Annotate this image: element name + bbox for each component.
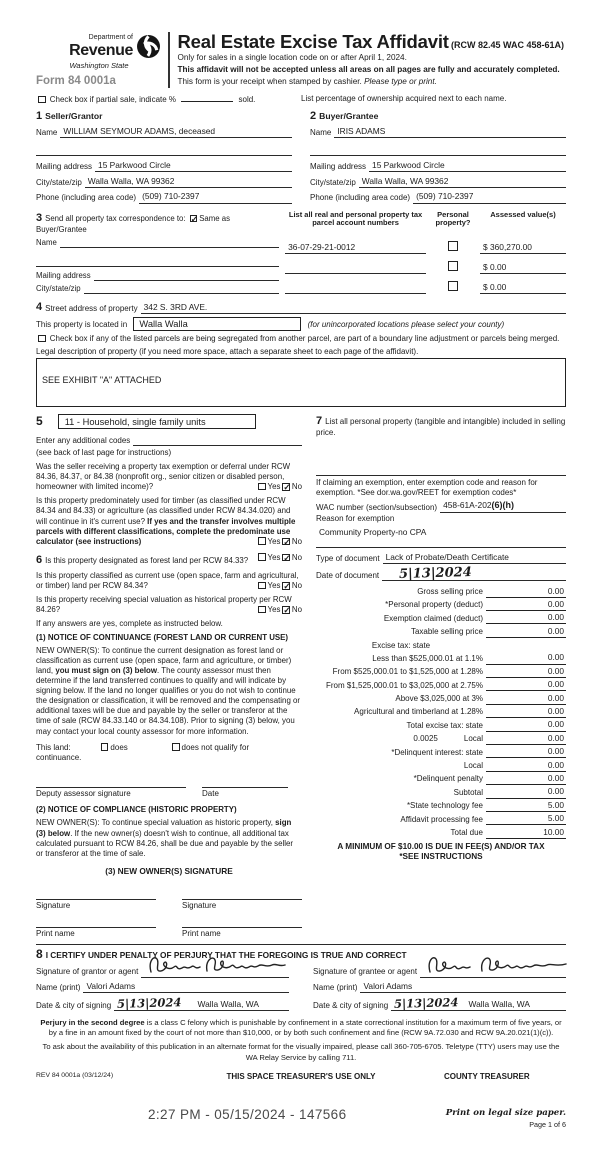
certify-statement: I CERTIFY UNDER PENALTY OF PERJURY THAT THE FOREGOING IS TRUE AND CORRECT [45, 949, 407, 960]
tax-line-value[interactable]: 0.00 [547, 706, 564, 717]
tax-computation-block [316, 584, 566, 838]
additional-codes-field[interactable] [133, 436, 302, 446]
seller-grantor-block [36, 109, 292, 204]
does-not-qualify-checkbox[interactable] [172, 743, 180, 751]
dor-swirl-logo-icon [135, 33, 162, 60]
form-number: Form 84 0001a [36, 74, 116, 87]
tax-line-value[interactable]: 0.00 [547, 679, 564, 690]
wac-number-label: WAC number (section/subsection) [316, 502, 438, 512]
washington-state-label: Washington State [69, 61, 129, 70]
grantee-signature-label: Signature of grantee or agent [313, 967, 418, 977]
section-3 [36, 211, 566, 295]
owner-printname-label-2: Print name [182, 928, 221, 938]
grantor-datecity-field[interactable] [114, 994, 289, 1011]
seller-phone-field[interactable]: (509) 710-2397 [139, 191, 292, 203]
seller-name-field[interactable]: WILLIAM SEYMOUR ADAMS, deceased [60, 126, 292, 138]
treasurer-space-label: THIS SPACE TREASURER'S USE ONLY [226, 1071, 376, 1081]
perjury-notice [36, 1018, 566, 1063]
owner-printname-field-1[interactable] [36, 917, 156, 928]
grantor-datecity-label: Date & city of signing [36, 1000, 112, 1010]
header-note-1: Only for sales in a single location code on or after April 1, 2024. [177, 53, 407, 63]
located-in-label: This property is located in [36, 320, 128, 330]
grantee-printname-label: Name (print) [313, 983, 358, 993]
divider [316, 475, 566, 476]
tax-line-label: Above $3,025,000 at 3% [395, 694, 483, 704]
section-2-number: 2 [310, 109, 317, 122]
deputy-date-label: Date [202, 789, 219, 799]
tax-line-value[interactable]: 0.00 [547, 692, 564, 703]
q-timber-agriculture: Is this property predominately used for timber (as classified under RCW 84.34 and 84.33) or agriculture (as classified under RCW 84.34.020) and will continue in it's current use? If yes and the transfer involves multiple parcels with different classifications, complete the predominate use calculator (see instructions) Yes ✓No [36, 496, 302, 547]
seller-name-label: Name [36, 128, 58, 138]
grantor-signing-block [36, 962, 289, 1010]
tax-line-label: Agricultural and timberland at 1.28% [354, 707, 483, 717]
correspondence-city-field[interactable] [84, 284, 279, 294]
doc-date-label: Date of document [316, 571, 380, 581]
exemption-note: If claiming an exemption, enter exemption code and reason for exemption. *See dor.wa.gov/REET for exemption codes* [316, 477, 538, 497]
doc-type-field[interactable]: Lack of Probate/Death Certificate [383, 552, 566, 564]
grantor-signature-field[interactable] [141, 968, 289, 978]
tax-line-value[interactable]: 0.00 [547, 759, 564, 770]
seller-city-label: City/state/zip [36, 177, 82, 187]
tax-line-value[interactable]: 0.00 [547, 732, 564, 743]
section-1-number: 1 [36, 109, 43, 122]
correspondence-name-label: Name [36, 238, 57, 248]
buyer-grantee-block [310, 109, 566, 204]
local-rate-value: 0.0025 [413, 734, 438, 744]
grantee-city-value: Walla Walla, WA [468, 998, 530, 1009]
same-as-buyer-checkbox[interactable]: ✓ [190, 213, 198, 224]
tax-line-value[interactable]: 5.00 [547, 813, 564, 824]
q-timber-bold-text: If yes and the transfer involves multiple parcels with different classifications, complete the predominate use calculator (see instructions) [36, 516, 296, 546]
q5-yes-checkbox[interactable] [258, 606, 266, 614]
minimum-due-note: A MINIMUM OF $10.00 IS DUE IN FEE(S) AND/OR TAX [337, 841, 545, 851]
personal-property-checkbox-3[interactable] [448, 281, 458, 291]
q-tax-exemption: Was the seller receiving a property tax exemption or deferral under RCW 84.36, 84.37, or 84.38 (nonprofit org., senior citizen or disabled person, homeowner with limited income)? Yes ✓No [36, 462, 302, 493]
q-current-use-text: Is this property classified as current use (open space, farm and agricultural, or timber) land per RCW 84.34? [36, 571, 299, 591]
seller-mailing-label: Mailing address [36, 161, 93, 171]
q5-no-checkbox[interactable]: ✓ [283, 605, 291, 616]
new-owner-signature-title: (3) NEW OWNER(S) SIGNATURE [105, 865, 233, 876]
grantee-printname-field[interactable]: Valori Adams [360, 981, 566, 993]
tax-line-label: *Personal property (deduct) [385, 600, 483, 610]
tax-line-label: From $1,525,000.01 to $3,025,000 at 2.75% [325, 680, 483, 690]
tax-line-value[interactable]: 5.00 [547, 799, 564, 810]
tax-line-label: Local [463, 734, 483, 744]
county-treasurer-label: COUNTY TREASURER [444, 1071, 530, 1081]
print-legal-note: Print on legal size paper. [445, 1108, 566, 1119]
alt-format-note: To ask about the availability of this publication in an alternate format for the visually impaired, please call 360-705-6705. Teletype (TTY) users may use the WA Relay Service by calling 711. [42, 1042, 560, 1062]
q-forest-land-text: Is this property designated as forest land per RCW 84.33? [45, 555, 249, 565]
header-note-3: This form is your receipt when stamped by cashier. Please type or print. [177, 77, 437, 87]
grantor-printname-label: Name (print) [36, 983, 81, 993]
q3-no-checkbox[interactable]: ✓ [283, 552, 291, 563]
tax-line-value[interactable]: 0.00 [547, 719, 564, 730]
grantee-signature-field[interactable] [420, 968, 566, 978]
q3-yes-checkbox[interactable] [258, 553, 266, 561]
tax-line-label: *Delinquent interest: state [391, 747, 483, 757]
seller-heading: Seller/Grantor [45, 110, 103, 121]
parcel-number-field-1[interactable]: 36-07-29-21-0012 [285, 242, 426, 254]
correspondence-city-label: City/state/zip [36, 284, 81, 294]
parties-section [36, 109, 566, 204]
grantor-city-value: Walla Walla, WA [197, 998, 259, 1009]
doc-type-label: Type of document [316, 554, 380, 564]
correspondence-mailing-label: Mailing address [36, 270, 91, 280]
parcel-number-field-2[interactable] [285, 263, 426, 274]
tax-line-label: Exemption claimed (deduct) [383, 613, 483, 623]
partial-sale-checkbox[interactable] [38, 96, 46, 104]
parcel-number-field-3[interactable] [285, 283, 426, 294]
assessed-value-field-1[interactable]: $ 360,270.00 [480, 242, 566, 254]
tax-line-value[interactable]: 0.00 [547, 786, 564, 797]
seller-city-field[interactable]: Walla Walla, WA 99362 [85, 176, 292, 188]
wac-handwritten-part: (6)(h) [491, 500, 515, 510]
grantee-signing-block [313, 962, 566, 1010]
located-in-note: (for unincorporated locations please select your county) [307, 320, 505, 330]
doc-date-handwritten: 5|13|2024 [398, 564, 473, 582]
seller-mailing-field[interactable]: 15 Parkwood Circle [95, 160, 292, 172]
partial-sale-percent-field[interactable] [181, 94, 233, 102]
header-note-2: This affidavit will not be accepted unless all areas on all pages are fully and accurately completed. [177, 65, 560, 75]
this-land-row: This land: does does not qualify for [36, 742, 250, 752]
left-column [36, 414, 302, 939]
buyer-name-field[interactable]: IRIS ADAMS [334, 126, 566, 138]
tax-line-label: From $525,000.01 to $1,525,000 at 1.28% [332, 667, 483, 677]
buyer-heading: Buyer/Grantee [319, 110, 379, 121]
tax-line-value[interactable]: 0.00 [547, 665, 564, 676]
q-historic-text: Is this property receiving special valuation as historical property per RCW 84.26? [36, 595, 292, 615]
dept-of-label: Department of [88, 34, 133, 41]
buyer-mailing-field[interactable]: 15 Parkwood Circle [369, 160, 566, 172]
page-indicator: Page 1 of 6 [529, 1120, 566, 1130]
personal-property-checkbox-2[interactable] [448, 261, 458, 271]
if-any-yes-note: If any answers are yes, complete as instructed below. [36, 619, 223, 629]
form-title-rcw: (RCW 82.45 WAC 458-61A) [450, 40, 564, 50]
deputy-assessor-signature-field[interactable] [36, 777, 186, 788]
wac-number-field[interactable]: 458-61A-202(6)(h) [440, 500, 566, 513]
tax-line-label: *State technology fee [406, 801, 483, 811]
tax-line-label: Less than $525,000.01 at 1.1% [372, 653, 483, 663]
grantor-date-handwritten: 5|13|2024 [116, 994, 182, 1011]
q4-no-checkbox[interactable]: ✓ [283, 581, 291, 592]
grantee-date-handwritten: 5|13|2024 [393, 994, 459, 1011]
tax-line-label: Local [463, 760, 483, 770]
owner-printname-field-2[interactable] [182, 917, 302, 928]
q1-no-checkbox[interactable]: ✓ [283, 482, 291, 493]
ownership-percentage-note: List percentage of ownership acquired next to each name. [301, 94, 507, 104]
correspondence-name-field[interactable] [60, 238, 279, 248]
divider [316, 547, 566, 548]
deputy-date-field[interactable] [202, 777, 288, 788]
q-forest-land: 6 Is this property designated as forest land per RCW 84.33? Yes ✓No [36, 552, 302, 566]
tax-line-label: *Delinquent penalty [413, 774, 483, 784]
main-columns [36, 414, 566, 939]
assessed-value-field-2[interactable]: $ 0.00 [480, 262, 566, 274]
section-8-number: 8 [36, 946, 43, 961]
buyer-mailing-label: Mailing address [310, 161, 367, 171]
notice-compliance-body: NEW OWNER(S): To continue special valuation as historic property, sign (3) below. If the new owner(s) doesn't wish to continue, all additional tax calculated pursuant to RCW 84.26, shall be due and payable by the seller or transferor at the time of sale. [36, 818, 294, 858]
tax-correspondence-block [36, 211, 285, 295]
right-column [316, 414, 566, 939]
buyer-city-field[interactable]: Walla Walla, WA 99362 [359, 176, 566, 188]
grantor-signature-label: Signature of grantor or agent [36, 967, 139, 977]
section-6-number: 6 [36, 553, 43, 566]
legal-description-field[interactable]: SEE EXHIBIT "A" ATTACHED [36, 358, 566, 407]
section-4-number: 4 [36, 301, 43, 314]
deputy-assessor-label: Deputy assessor signature [36, 789, 131, 799]
q4-yes-checkbox[interactable] [258, 582, 266, 590]
form-title: Real Estate Excise Tax Affidavit [177, 31, 449, 52]
footer-row [36, 1072, 566, 1082]
revenue-label: Revenue [69, 41, 133, 59]
perjury-bold: Perjury in the second degree [40, 1017, 145, 1027]
notice-continuance-title: (1) NOTICE OF CONTINUANCE (FOREST LAND OR CURRENT USE) [36, 632, 289, 642]
segregated-checkbox[interactable] [38, 335, 46, 343]
owner-signature-label-2: Signature [182, 900, 217, 910]
tax-line-value[interactable]: 0.00 [547, 652, 564, 663]
tax-line-label: Subtotal [453, 787, 483, 797]
tax-line-label: Affidavit processing fee [400, 814, 483, 824]
grantor-printname-field[interactable]: Valori Adams [83, 981, 289, 993]
assessed-values-header: Assessed value(s) [490, 209, 556, 219]
q2-no-checkbox[interactable]: ✓ [283, 536, 291, 547]
doc-date-field[interactable] [382, 564, 566, 582]
reason-exemption-label: Reason for exemption [316, 514, 395, 524]
buyer-name2-field[interactable] [310, 145, 566, 156]
section-7-number: 7 [316, 415, 323, 428]
street-address-field[interactable]: 342 S. 3RD AVE. [141, 302, 566, 314]
cashier-timestamp: 2:27 PM - 05/15/2024 - 147566 [148, 1107, 347, 1123]
grantee-datecity-label: Date & city of signing [313, 1000, 389, 1010]
segregated-label: Check box if any of the listed parcels are being segregated from another parcel, are part of a boundary line adjustment or parcels being merged. [49, 334, 560, 344]
same-as-buyer-label: Same as Buyer/Grantee [36, 213, 231, 234]
reason-exemption-value[interactable]: Community Property-no CPA [319, 527, 427, 538]
excise-tax-state-header: Excise tax: state [371, 640, 431, 650]
notice-compliance-title: (2) NOTICE OF COMPLIANCE (HISTORIC PROPERTY) [36, 805, 237, 815]
street-address-label: Street address of property [45, 304, 138, 314]
owner-signature-label-1: Signature [36, 900, 71, 910]
buyer-phone-label: Phone (including area code) [310, 193, 411, 203]
section-5-number: 5 [36, 414, 43, 429]
dor-logo-block [36, 32, 162, 88]
grantee-datecity-field[interactable] [391, 994, 566, 1011]
see-instructions-note: *SEE INSTRUCTIONS [399, 852, 483, 862]
header-divider [168, 32, 170, 88]
personal-property-list-field[interactable] [316, 439, 566, 475]
tax-line-value[interactable]: 0.00 [547, 598, 564, 609]
tax-line-value[interactable]: 0.00 [547, 773, 564, 783]
personal-property-header: Personal property? [435, 209, 471, 228]
stamp-row [36, 1106, 566, 1152]
tax-line-label: Total excise tax: state [406, 720, 483, 730]
correspondence-name2-field[interactable] [36, 256, 279, 267]
correspondence-mailing-field[interactable] [94, 271, 279, 281]
partial-sale-sold-label: sold. [238, 95, 256, 105]
q-tax-exemption-text: Was the seller receiving a property tax exemption or deferral under RCW 84.36, 84.37, or 84.38 (nonprofit org., senior citizen or disabled person, homeowner with limited income)? [36, 462, 291, 492]
parcel-numbers-header: List all real and personal property tax parcel account numbers [288, 209, 423, 228]
owner-signature-field-2[interactable] [182, 889, 302, 900]
section-4 [36, 300, 566, 407]
buyer-city-label: City/state/zip [310, 177, 356, 187]
partial-sale-label: Check box if partial sale, indicate % [49, 95, 177, 105]
tax-line-label: Gross selling price [417, 586, 483, 596]
correspondence-label: Send all property tax correspondence to: [45, 213, 186, 223]
form-header [36, 32, 566, 88]
tax-line-value[interactable]: 10.00 [543, 826, 564, 837]
personal-property-list-label: List all personal property (tangible and intangible) included in selling price. [316, 417, 566, 438]
parcel-table [285, 211, 566, 295]
partial-sale-row [36, 94, 566, 105]
perjury-text: is a class C felony which is punishable by confinement in a state correctional institution for a maximum term of five years, or by a fine in an amount fixed by the court of not more than $10,000, or by both such confinement and fine (RCW 9A.72.030 and RCW 9A.20.021(1)(c)). [48, 1017, 562, 1038]
rev-number: REV 84 0001a (03/12/24) [36, 1071, 114, 1079]
q1-yes-checkbox[interactable] [258, 483, 266, 491]
q-current-use: Is this property classified as current use (open space, farm and agricultural, or timber) land per RCW 84.34? Yes ✓No [36, 571, 302, 592]
owner-printname-label-1: Print name [36, 928, 75, 938]
q-historic: Is this property receiving special valuation as historical property per RCW 84.26? Yes ✓No [36, 595, 302, 616]
section-3-number: 3 [36, 211, 43, 224]
q2-yes-checkbox[interactable] [258, 537, 266, 545]
see-back-note: (see back of last page for instructions) [36, 447, 172, 457]
tax-line-label: Taxable selling price [410, 627, 483, 637]
personal-property-checkbox-1[interactable] [448, 241, 458, 251]
notice-continuance-body: NEW OWNER(S): To continue the current designation as forest land or classification as current use (open space, farm and agriculture, or timber) land, you must sign on (3) below. The county assessor must then determine if the land transferred continues to qualify and will indicate by signing below. If the land no longer qualifies or you do not wish to continue the designation or classification, it will be removed and the compensating or additional taxes will be due and payable by the seller or transferor at the time of sale (RCW 84.33.140 or 84.34.108). Prior to signing (3) below, you may contact your local county assessor for more information. [36, 645, 301, 736]
tax-line-value[interactable]: 0.00 [547, 585, 564, 596]
tax-line-value[interactable]: 0.00 [547, 612, 564, 623]
tax-line-value[interactable]: 0.00 [547, 746, 564, 757]
section-8 [36, 944, 566, 1011]
owner-signature-field-1[interactable] [36, 889, 156, 900]
buyer-name-label: Name [310, 128, 332, 138]
located-in-select[interactable]: Walla Walla [133, 317, 301, 331]
land-use-code-select[interactable]: 11 - Household, single family units [58, 414, 256, 429]
continuance-label: continuance. [36, 752, 82, 762]
tax-line-value[interactable]: 0.00 [547, 625, 564, 636]
this-land-label: This land: [36, 742, 71, 752]
seller-name2-field[interactable] [36, 145, 292, 156]
tax-line-label: Total due [450, 827, 483, 837]
legal-description-label: Legal description of property (if you need more space, attach a separate sheet to each page of the affidavit). [36, 346, 419, 356]
seller-phone-label: Phone (including area code) [36, 193, 137, 203]
additional-codes-label: Enter any additional codes [36, 435, 131, 445]
q-timber-text: Is this property predominately used for timber (as classified under RCW 84.34 and 84.33) or agriculture (as classified under RCW 84.34.020) and will continue in it's current use? [36, 496, 291, 526]
buyer-phone-field[interactable]: (509) 710-2397 [413, 191, 566, 203]
does-qualify-checkbox[interactable] [101, 743, 109, 751]
assessed-value-field-3[interactable]: $ 0.00 [480, 282, 566, 294]
